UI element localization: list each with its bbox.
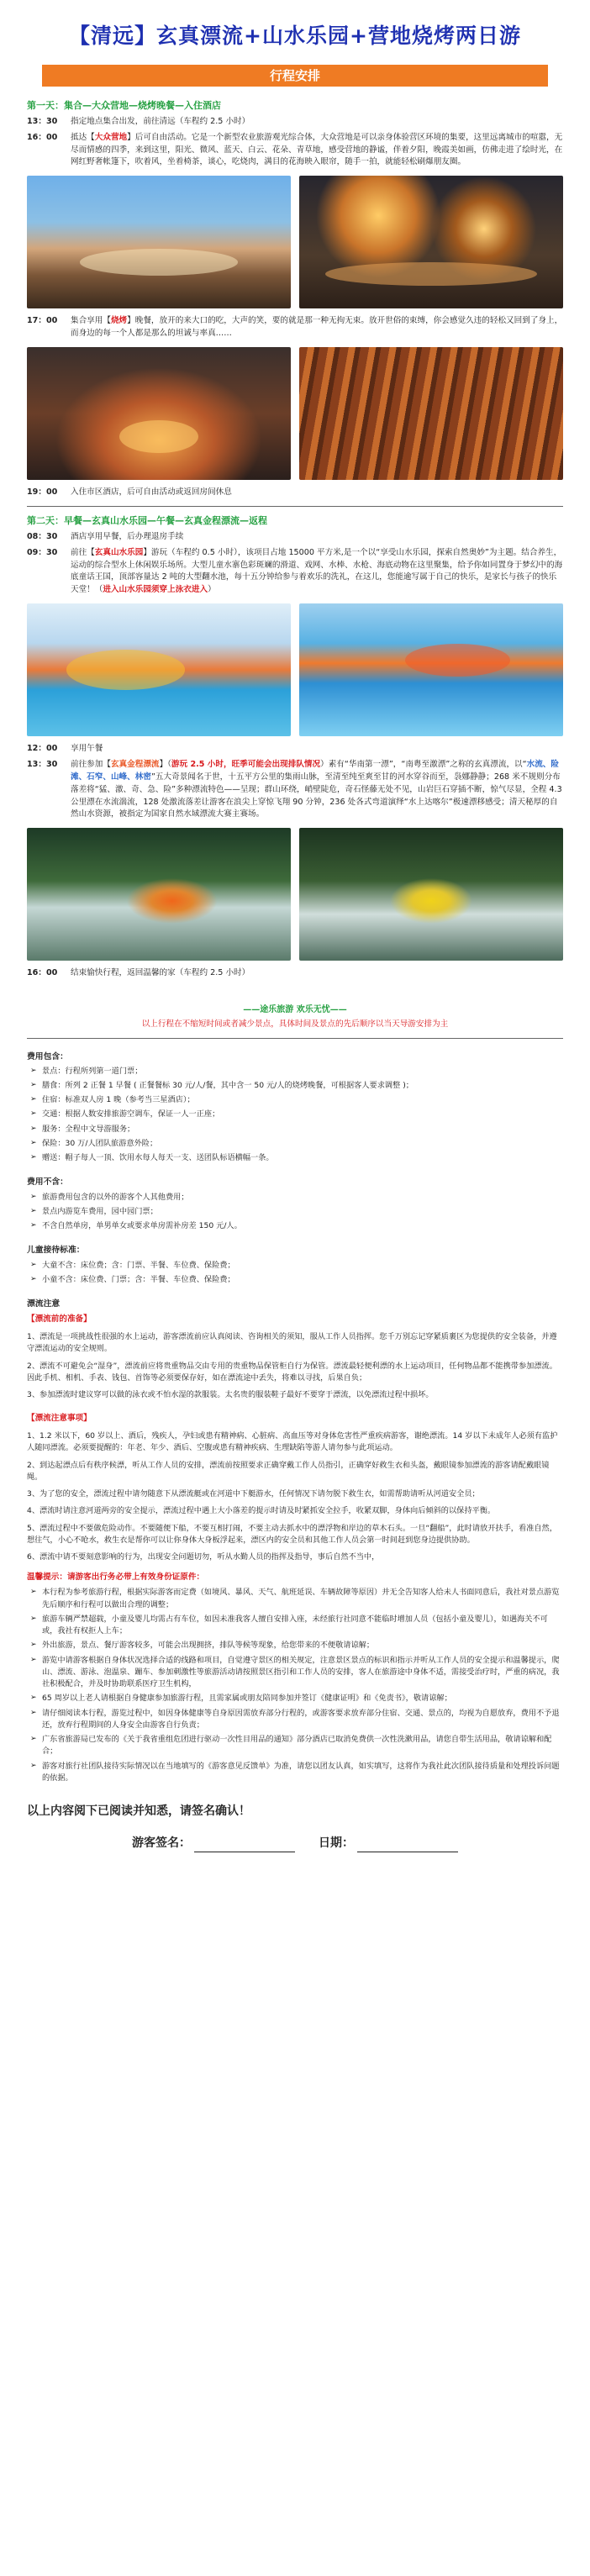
sign-line[interactable] [194, 1839, 295, 1852]
row-pre: 集合享用【 [71, 316, 111, 326]
day2-row [27, 967, 563, 980]
row-post3: ”五大奇景闻名于世，十五平方公里的集雨山脉，至清至纯至爽至甘的河水穿谷而至，袅娜静静；268 米不规则分布落差将“猛、激、奇、急、险”多种漂流特色——呈现；群山环绕，峭壁陡危，奇石怪藤无处不见，山岩巨石穿插不断，惊气尽显，全程 4.3 公里漂在水流湍流，128 处激流落差让游客在浪尖上穿惊飞翔 90 分钟，236 处各式弯道演绎“水上达喀尔”极速漂移感受；清天秘厚的自然山水资源，被指定为国家自然水域漂流大赛主赛场。 [71, 772, 562, 819]
children-title: 儿童接待标准： [27, 1246, 85, 1256]
list-item: ➢ 游览中请游客根据自身体状况选择合适的线路和项目，自觉遵守景区的相关规定，注意景区景点的标识和指示并听从工作人员的安全提示和温馨提示，爬山、漂流、游泳、泡温泉、蹦车、参加刺激性等旅游活动请按照景区指引和工作人员的安排，客人在旅游途中身体不适，需接受治疗时，严重的病况，我社积极配合，并及时协助联系医疗卫生机构， [27, 1655, 563, 1691]
row-time: 09：30 [27, 547, 58, 557]
list-item: ➢ 不含自然单房，单男单女或要求单房需补房差 150 元/人。 [27, 1220, 563, 1232]
photo-row [27, 176, 563, 308]
photo-row [27, 347, 563, 480]
day1-row [27, 132, 563, 170]
row-text [71, 132, 563, 170]
list-item: ➢ 交通：根据人数安排旅游空调车，保证一人一正座； [27, 1109, 563, 1120]
row-post2: ）素有“华南第一漂”，“南粤至激漂”之称的玄真漂流，以“ [320, 760, 527, 770]
row-time: 08：30 [27, 531, 58, 541]
highlight-queue-note: 游玩 2.5 小时，旺季可能会出现排队情况 [171, 760, 321, 770]
row-time: 12：00 [27, 744, 58, 754]
row-time: 16：00 [27, 968, 58, 978]
photo-row [27, 828, 563, 961]
bullet-icon: ➢ [30, 1109, 37, 1119]
list-item: ➢ 旅游费用包含的以外的游客个人其他费用； [27, 1192, 563, 1204]
row-text: 指定地点集合出发，前往清远（车程约 2.5 小时） [71, 116, 250, 126]
bullet-icon: ➢ [30, 1708, 37, 1717]
warm-title: 温馨提示：请游客出行务必带上有效身份证原件： [27, 1572, 205, 1583]
bullet-icon: ➢ [30, 1124, 37, 1133]
row-pre: 前往【 [71, 547, 95, 557]
waterpark-slide-photo [27, 603, 291, 736]
row-text: 入住市区酒店，后可自由活动或返回房间休息 [71, 487, 232, 497]
list-item: ➢ 65 周岁以上老人请根据自身健康参加旅游行程，且需家属或朋友陪同参加并签订《健康证明》和《免责书》，敬请谅解； [27, 1693, 563, 1704]
camp-night-photo [299, 176, 563, 308]
schedule-note: 以上行程在不缩短时间或者减少景点，具体时间及景点的先后顺序以当天导游安排为主 [141, 1019, 449, 1029]
bullet-icon: ➢ [30, 1221, 37, 1230]
prep-para: 2、漂流不可避免会“湿身”，漂流前应将贵重物品交由专用的贵重物品保管柜自行为保管。漂流最轻便利漂的水上运动项目，任何物品都不能携带参加漂流。因此手机、相机、手表、钱包、首饰等必须要保存好，如在漂流途中丢失，将难以寻找，后果自负； [27, 1361, 557, 1383]
bbq-party-photo [27, 347, 291, 480]
list-item: ➢ 赠送：帽子每人一顶、饮用水每人每天一支、送团队标语横幅一条。 [27, 1152, 563, 1164]
during-para: 3、为了您的安全，漂流过程中请勿随意下从漂流艇或在河道中下艇游水，任何情况下请勿脱下救生衣，如需帮助请听从河道安全员； [27, 1489, 480, 1499]
row-text [71, 315, 563, 340]
during-para: 1、1.2 米以下，60 岁以上、酒后，残疾人，孕妇或患有精神病、心脏病、高血压等对身体危害性严重疾病游客，谢绝漂流。14 岁以下未成年人必须有监护人随同漂流。必须要提醒的：年老、年少、酒后、空腹或患有精神疾病、生理缺陷等游人请勿参与此项运动。 [27, 1431, 558, 1453]
list-item: ➢ 膳食：所列 2 正餐 1 早餐 ( 正餐餐标 30 元/人/餐，其中含一 50 元/人的烧烤晚餐，可根据客人要求调整 )； [27, 1080, 563, 1092]
during-para: 2、到达起漂点后有秩序候漂，听从工作人员的安排，漂流前按照要求正确穿戴工作人员指引，正确穿好救生衣和头盔，戴眼镜参加漂流的游客请配戴眼镜绳。 [27, 1460, 550, 1482]
fee-include-title: 费用包含： [27, 1051, 68, 1061]
list-item: ➢ 服务：全程中文导游服务； [27, 1124, 563, 1135]
list-item: ➢ 请仔细阅读本行程，游览过程中，如因身体健康等自身原因需放弃部分行程的，或游客要求放弃部分住宿、交通、景点的，均视为自愿放弃，费用不予退还，放弃行程期间的人身安全由游客自行负责； [27, 1708, 563, 1732]
row-time: 17：00 [27, 316, 58, 326]
day2-title: 第二天：早餐—玄真山水乐园—午餐—玄真金程漂流—返程 [27, 514, 267, 526]
tips [27, 1004, 563, 1030]
list-item: ➢ 大童不含：床位费；含：门票、半餐、车位费、保险费； [27, 1260, 563, 1272]
row-text: 结束愉快行程，返回温馨的家（车程约 2.5 小时） [71, 968, 250, 978]
confirm-text: 以上内容阅下已阅读并知悉，请签名确认！ [27, 1804, 250, 1819]
prep-para: 1、漂流是一项挑战性很强的水上运动，游客漂流前应认真阅读、咨询相关的须知，服从工作人员指挥。您千万别忘记穿紧质裹区为您提供的安全装备，并遵守漂流运动的安全规则。 [27, 1332, 557, 1354]
highlight-rafting: 玄真金程漂流 [110, 760, 160, 770]
highlight-park: 玄真山水乐园 [94, 547, 144, 557]
children-list [27, 1260, 563, 1287]
list-item: ➢ 游客对旅行社团队接待实际情况以在当地填写的《游客意见反馈单》为准，请您以团友认真，如实填写，这将作为我社此次团队接待质量和处理投诉问题的依据。 [27, 1761, 563, 1785]
bullet-icon: ➢ [30, 1641, 37, 1650]
during-para: 5、漂流过程中不要做危险动作。不要随便下船，不要互相打闹，不要主动去抓水中的漂浮物和岸边的草木石头。一旦“翻船”，此时请放开扶手，看准自然，想往气，小心不呛水，救生衣是帮你可以让你身体大身板浮起来，漂区内的安全员和其他工作人员会第一时间赶到您身边提供协助。 [27, 1523, 557, 1545]
bullet-icon: ➢ [30, 1588, 37, 1597]
during-title: 【漂流注意事项】 [27, 1414, 92, 1424]
page-title: 【清远】玄真漂流+山水乐园+营地烧烤两日游 [69, 24, 521, 48]
rafting-photo-2 [299, 828, 563, 961]
list-item: ➢ 广东省旅游局已发布的《关于我省重组危团进行驱动一次性目用品的通知》部分酒店已取消免费供一次性洗漱用品，请您自带生活用品，敬请谅解和配合； [27, 1734, 563, 1758]
prep-title: 【漂流前的准备】 [27, 1314, 92, 1325]
bullet-icon: ➢ [30, 1206, 37, 1215]
bullet-icon: ➢ [30, 1761, 37, 1770]
row-pre: 抵达【 [71, 132, 95, 142]
list-item: ➢ 景点：行程所列第一道门票； [27, 1066, 563, 1077]
divider [27, 1038, 563, 1039]
signature-row [27, 1835, 563, 1853]
bullet-icon: ➢ [30, 1095, 37, 1104]
schedule-banner: 行程安排 [42, 65, 548, 87]
bullet-icon: ➢ [30, 1066, 37, 1075]
date-field[interactable] [319, 1835, 458, 1853]
row-pre: 前往参加【 [71, 760, 111, 770]
during-para: 4、漂流时请注意河道两旁的安全提示，漂流过程中遇上大小落差的提示时请及时紧抓安全拉手，收紧双脚，身体向后倾斜的以保持平衡。 [27, 1506, 496, 1516]
list-item: ➢ 景点内游览车费用，园中园门票； [27, 1206, 563, 1218]
day1-row [27, 315, 563, 340]
date-line[interactable] [357, 1839, 458, 1852]
list-item: ➢ 旅游车辆严禁超载，小童及婴儿均需占有车位，如因未准我客人擅自安排入座，未经旅行社同意不能临时增加人员（包括小童及婴儿），如遇海关不可或，我社有权拒人上车； [27, 1614, 563, 1638]
row-time: 19：00 [27, 487, 58, 497]
list-item: ➢ 本行程为参考旅游行程，根据实际游客而定费（如境风、暴风、天气、航班延误、车辆故障等原因）并无全告知客人给未人书面同意后，我社对景点游览先后顺序和行程可以做出合理的调整； [27, 1587, 563, 1611]
day2-row [27, 759, 563, 821]
row-time: 13：30 [27, 116, 58, 126]
day1-row [27, 487, 563, 499]
day2-row [27, 743, 563, 756]
list-item: ➢ 外出旅游，景点、餐厅游客较多，可能会出现拥挤，排队等候等现象，给您带来的不便敬请谅解； [27, 1640, 563, 1651]
row-text [71, 547, 563, 597]
row-post: 】晚餐，放开的来大口的吃，大声的笑，要的就是那一种无拘无束。放开世俗的束缚，你会感觉久违的轻松又回到了身上，而身边的每一个人都是那么的坦诚与率真…… [71, 316, 563, 339]
list-item: ➢ 小童不含：床位费、门票；含：半餐、车位费、保险费； [27, 1274, 563, 1286]
highlight-features: 水流、险滩、石窄、山峰、林密 [71, 760, 559, 782]
bbq-skewers-photo [299, 347, 563, 480]
sign-field[interactable] [132, 1835, 295, 1853]
bullet-icon: ➢ [30, 1192, 37, 1201]
fee-exclude-list [27, 1192, 563, 1233]
sign-label: 游客签名： [132, 1836, 191, 1850]
fee-exclude-title: 费用不含： [27, 1177, 68, 1188]
row-text [71, 759, 563, 821]
notice-title: 漂流注意 [27, 1299, 61, 1309]
prep-para: 3、参加漂流时建议穿可以做的泳衣或不怕水湿的款服装。太名贵的服装鞋子最好不要穿于漂流，以免漂流过程中损坏。 [27, 1390, 434, 1400]
day1-row [27, 116, 563, 129]
bullet-icon: ➢ [30, 1735, 37, 1744]
waterpark-pool-photo [299, 603, 563, 736]
row-time: 16：00 [27, 132, 58, 142]
bullet-icon: ➢ [30, 1614, 37, 1623]
during-para: 6、漂流中请不要刻意影响的行为，出现安全问题切勿，听从水勤人员的指挥及指导，事后自然不当中， [27, 1552, 380, 1562]
highlight-bbq: 烧烤 [110, 316, 128, 326]
bullet-icon: ➢ [30, 1153, 37, 1162]
row-post2: ） [208, 585, 216, 595]
day2-row [27, 547, 563, 597]
row-post: 】（ [159, 760, 171, 770]
campsite-photo [27, 176, 291, 308]
row-post: 】游玩（车程约 0.5 小时），该项目占地 15000 平方米,是一个以“享受山水乐园，探索自然奥妙”为主题。结合养生，运动的综合型水上休闲娱乐场所。大型儿童水寨色彩斑斓的滑道、戏网、水棒、水枪、海底动物在这里聚集，给予你如同置身于梦幻中的海底童话王国，顶部容量达 2 吨的大型翻水池，每十五分钟给参与着欢乐的洗礼，在这儿，您能逾写属于自己的快乐，是家长与孩子的快乐天堂！（ [71, 547, 563, 595]
date-label: 日期： [319, 1836, 354, 1850]
list-item: ➢ 保险：30 万/人团队旅游意外险； [27, 1138, 563, 1150]
row-time: 13：30 [27, 760, 58, 770]
divider [27, 506, 563, 507]
row-text: 享用午餐 [71, 744, 103, 754]
bullet-icon: ➢ [30, 1274, 37, 1283]
row-post: 】后可自由活动。它是一个新型农业旅游观光综合体，大众营地是可以亲身体验营区环境的集要，这里远离城市的喧嚣，无尽而情感的四季，来到这里，阳光、微风、蓝天、白云、花朵、青草地，感受营地的静谧，伴着夕阳，晚霞美如画，仿佛走进了绘时光，在网红野奢帐篷下，吹着风，坐着椅茶，谈心，吃烧肉，满目的花海映入眼帘，随手一拍，就能轻松刷爆朋友圈。 [71, 132, 563, 167]
bullet-icon: ➢ [30, 1138, 37, 1147]
fee-include-list [27, 1066, 563, 1165]
day2-row [27, 531, 563, 544]
row-text: 酒店享用早餐，后办理退房手续 [71, 531, 184, 541]
list-item: ➢ 住宿：标准双人房 1 晚（参考当三星酒店）； [27, 1094, 563, 1106]
bullet-icon: ➢ [30, 1655, 37, 1664]
bullet-icon: ➢ [30, 1260, 37, 1269]
photo-row [27, 603, 563, 736]
day1-title: 第一天：集合—大众营地—烧烤晚餐—入住酒店 [27, 99, 221, 111]
highlight-camp: 大众营地 [94, 132, 128, 142]
slogan: ——途乐旅游 欢乐无忧—— [243, 1005, 347, 1015]
rafting-photo-1 [27, 828, 291, 961]
bullet-icon: ➢ [30, 1080, 37, 1089]
highlight-swimwear: 进入山水乐园须穿上泳衣进入 [103, 585, 208, 595]
bullet-icon: ➢ [30, 1694, 37, 1703]
